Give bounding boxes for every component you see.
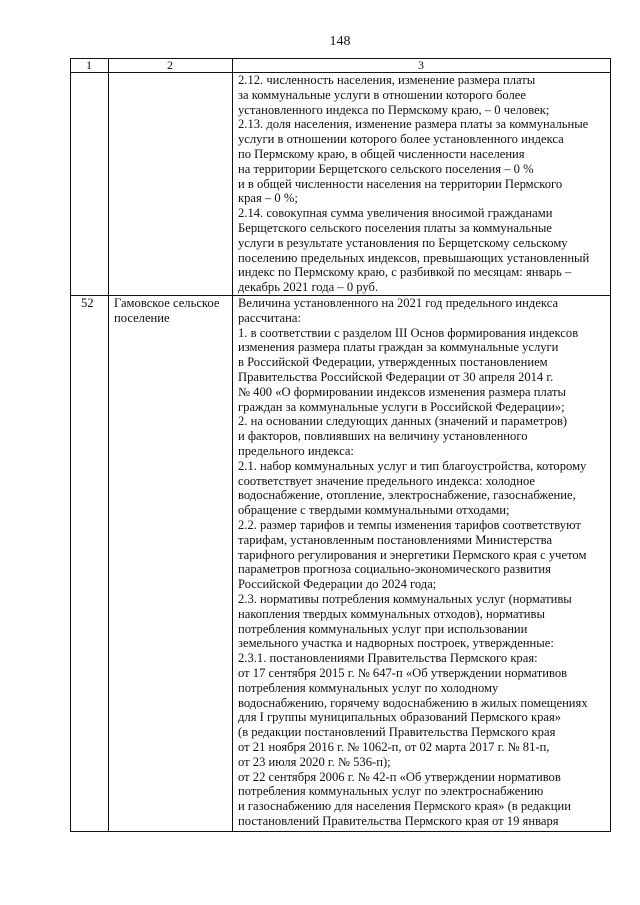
text-line: услуги в отношении которого более установленного индекса bbox=[238, 132, 564, 147]
text-line: граждан за коммунальные услуги в Российской Федерации»; bbox=[238, 399, 565, 414]
text-line: от 21 ноября 2016 г. № 1062-п, от 02 марта 2017 г. № 81-п, bbox=[238, 739, 550, 754]
text-line: Величина установленного на 2021 год предельного индекса bbox=[238, 296, 559, 310]
text-line: на территории Берщетского сельского поселения – 0 % bbox=[238, 161, 534, 176]
text-line: соответствует значение предельного индекса: холодное bbox=[238, 473, 535, 488]
settlement-name-line: Гамовское сельское bbox=[114, 296, 220, 310]
header-cell-2: 2 bbox=[167, 58, 173, 72]
row-1-description bbox=[238, 73, 589, 295]
text-line: параметров прогноза социально-экономического развития bbox=[238, 562, 551, 577]
row-number: 52 bbox=[81, 296, 94, 310]
text-line: водоснабжение, отопление, электроснабжение, газоснабжение, bbox=[238, 488, 576, 503]
text-line: водоснабжению, горячему водоснабжению в жилых помещениях bbox=[238, 695, 588, 710]
text-line: № 400 «О формировании индексов изменения размера платы bbox=[238, 384, 566, 399]
text-line: изменения размера платы граждан за коммунальные услуги bbox=[238, 340, 559, 355]
table-rule-right bbox=[610, 58, 611, 832]
text-line: рассчитана: bbox=[238, 310, 301, 325]
table-rule-col-divider-2 bbox=[232, 58, 233, 832]
table-rule-left bbox=[70, 58, 71, 832]
text-line: и факторов, повлиявших на величину установленного bbox=[238, 429, 528, 444]
text-line: 2.12. численность населения, изменение размера платы bbox=[238, 73, 536, 87]
text-line: 2.2. размер тарифов и темпы изменения тарифов соответствуют bbox=[238, 517, 581, 532]
header-cell-1: 1 bbox=[86, 58, 92, 72]
header-cell-3: 3 bbox=[418, 58, 424, 72]
text-line: 2.14. совокупная сумма увеличения вносимой гражданами bbox=[238, 206, 553, 221]
row-2-description bbox=[238, 296, 588, 829]
text-line: 2.1. набор коммунальных услуг и тип благоустройства, которому bbox=[238, 458, 587, 473]
text-line: накопления твердых коммунальных отходов), нормативы bbox=[238, 606, 545, 621]
text-line: установленного индекса по Пермскому краю, – 0 человек; bbox=[238, 102, 550, 117]
text-line: по Пермскому краю, в общей численности населения bbox=[238, 146, 525, 161]
text-line: и газоснабжению для населения Пермского края» (в редакции bbox=[238, 799, 571, 814]
text-line: от 17 сентября 2015 г. № 647-п «Об утверждении нормативов bbox=[238, 665, 568, 680]
text-line: потребления коммунальных услуг по холодному bbox=[238, 680, 499, 695]
text-line: Берщетского сельского поселения платы за коммунальные bbox=[238, 220, 552, 235]
text-line: и в общей численности населения на территории Пермского bbox=[238, 176, 563, 191]
text-line: поселению предельных индексов, превышающих установленный bbox=[238, 250, 590, 265]
text-line: 2.13. доля населения, изменение размера платы за коммунальные bbox=[238, 117, 589, 132]
text-line: края – 0 %; bbox=[238, 191, 298, 206]
text-line: от 23 июля 2020 г. № 536-п); bbox=[238, 754, 391, 769]
text-line: 2. на основании следующих данных (значений и параметров) bbox=[238, 414, 568, 429]
text-line: услуги в результате установления по Берщетскому сельскому bbox=[238, 235, 568, 250]
text-line: 2.3. нормативы потребления коммунальных услуг (нормативы bbox=[238, 591, 572, 606]
text-line: индекс по Пермскому краю, с разбивкой по месяцам: январь – bbox=[238, 265, 572, 280]
text-line: в Российской Федерации, утвержденных постановлением bbox=[238, 355, 548, 370]
text-line: тарифного регулирования и энергетики Пермского края с учетом bbox=[238, 547, 587, 562]
text-line: предельного индекса: bbox=[238, 443, 354, 458]
text-line: за коммунальные услуги в отношении которого более bbox=[238, 87, 526, 102]
text-line: декабрь 2021 года – 0 руб. bbox=[238, 280, 379, 295]
text-line: 1. в соответствии с разделом III Основ формирования индексов bbox=[238, 325, 579, 340]
text-line: потребления коммунальных услуг по электроснабжению bbox=[238, 784, 544, 799]
text-line: Правительства Российской Федерации от 30 апреля 2014 г. bbox=[238, 369, 554, 384]
settlement-name-line: поселение bbox=[114, 310, 170, 325]
text-line: 2.3.1. постановлениями Правительства Пермского края: bbox=[238, 651, 538, 666]
text-line: от 22 сентября 2006 г. № 42-п «Об утверждении нормативов bbox=[238, 769, 561, 784]
table-rule-col-divider-1 bbox=[108, 58, 109, 832]
row-2-settlement-name bbox=[114, 296, 219, 326]
text-line: обращение с твердыми коммунальными отходами; bbox=[238, 503, 510, 518]
text-line: Российской Федерации до 2024 года; bbox=[238, 577, 437, 592]
text-line: постановлений Правительства Пермского края от 19 января bbox=[238, 813, 559, 828]
table-rule-bottom bbox=[70, 831, 611, 832]
page-number: 148 bbox=[329, 34, 351, 49]
text-line: потребления коммунальных услуг при использовании bbox=[238, 621, 528, 636]
row-2-number bbox=[81, 296, 94, 311]
text-line: земельного участка и надворных построек, утвержденные: bbox=[238, 636, 554, 651]
text-line: для I группы муниципальных образований Пермского края» bbox=[238, 710, 562, 725]
text-line: тарифам, установленным постановлениями Министерства bbox=[238, 532, 553, 547]
text-line: (в редакции постановлений Правительства Пермского края bbox=[238, 725, 556, 740]
